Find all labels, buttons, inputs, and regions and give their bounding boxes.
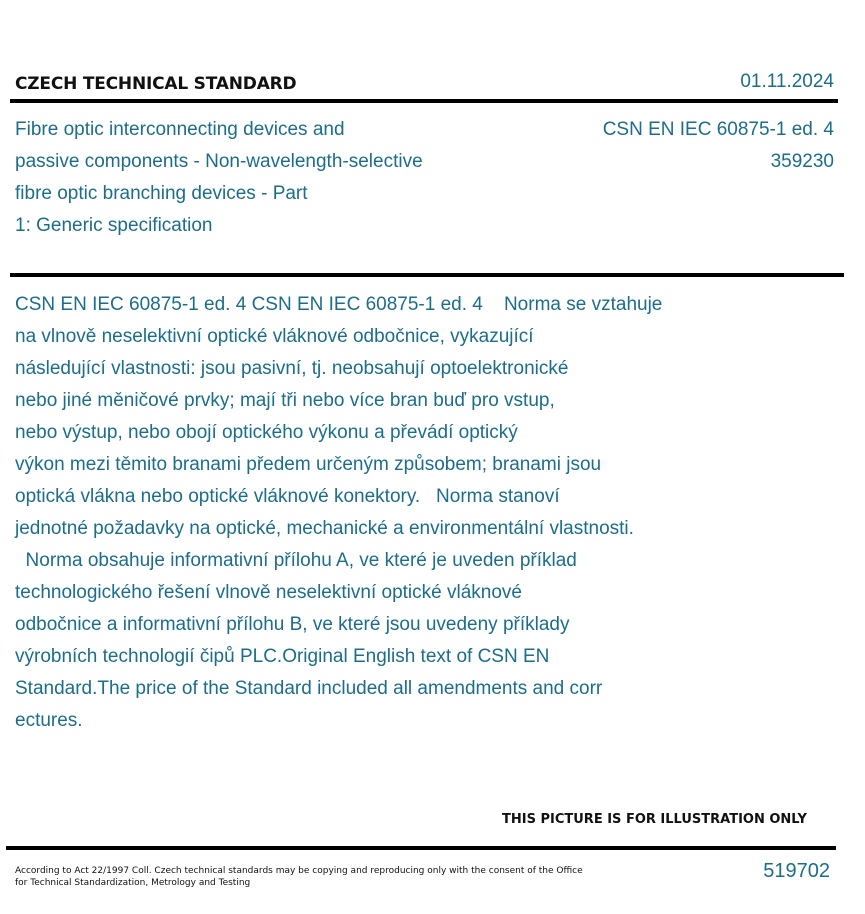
description-line: odbočnice a informativní přílohu B, ve které jsou uvedeny příklady bbox=[15, 614, 570, 635]
description-line: na vlnově neselektivní optické vláknové odbočnice, vykazující bbox=[15, 326, 534, 347]
description-line: nebo jiné měničové prvky; mají tři nebo více bran buď pro vstup, bbox=[15, 390, 555, 411]
document-title-line: passive components - Non-wavelength-selective bbox=[15, 151, 423, 172]
catalog-number: 359230 bbox=[770, 151, 834, 172]
copyright-line: for Technical Standardization, Metrology and Testing bbox=[15, 878, 251, 888]
footer-divider bbox=[6, 846, 836, 850]
document-title-line: Fibre optic interconnecting devices and bbox=[15, 119, 345, 140]
description-line: nebo výstup, nebo obojí optického výkonu a převádí optický bbox=[15, 422, 518, 443]
document-title-line: 1: Generic specification bbox=[15, 215, 213, 236]
copyright-notice bbox=[15, 865, 595, 889]
description-line: technologického řešení vlnově neselektivní optické vláknové bbox=[15, 582, 522, 603]
document-reference bbox=[603, 114, 834, 178]
product-code: 519702 bbox=[763, 860, 830, 882]
description-line: ectures. bbox=[15, 710, 83, 731]
header-divider bbox=[10, 99, 838, 103]
description-line: výrobních technologií čipů PLC.Original English text of CSN EN bbox=[15, 646, 550, 667]
title-divider bbox=[10, 273, 844, 277]
publication-date: 01.11.2024 bbox=[740, 71, 834, 92]
description-line: optická vlákna nebo optické vláknové konektory. Norma stanoví bbox=[15, 486, 560, 507]
standard-designation: CSN EN IEC 60875-1 ed. 4 bbox=[602, 119, 834, 140]
description-line: Norma obsahuje informativní přílohu A, ve které je uveden příklad bbox=[15, 550, 577, 571]
copyright-line: According to Act 22/1997 Coll. Czech technical standards may be copying and reproducing only with the consent of the Office bbox=[15, 866, 583, 876]
description-line: CSN EN IEC 60875-1 ed. 4 CSN EN IEC 60875-1 ed. 4 Norma se vztahuje bbox=[15, 294, 663, 315]
standard-description bbox=[15, 289, 855, 737]
document-title-line: fibre optic branching devices - Part bbox=[15, 183, 308, 204]
illustration-disclaimer: THIS PICTURE IS FOR ILLUSTRATION ONLY bbox=[502, 812, 807, 827]
description-line: výkon mezi těmito branami předem určeným způsobem; branami jsou bbox=[15, 454, 602, 475]
standard-type-heading: CZECH TECHNICAL STANDARD bbox=[15, 74, 297, 94]
description-line: následující vlastnosti: jsou pasivní, tj. neobsahují optoelektronické bbox=[15, 358, 569, 379]
description-line: Standard.The price of the Standard included all amendments and corr bbox=[15, 678, 603, 699]
description-line: jednotné požadavky na optické, mechanické a environmentální vlastnosti. bbox=[15, 518, 634, 539]
document-title bbox=[15, 114, 505, 242]
